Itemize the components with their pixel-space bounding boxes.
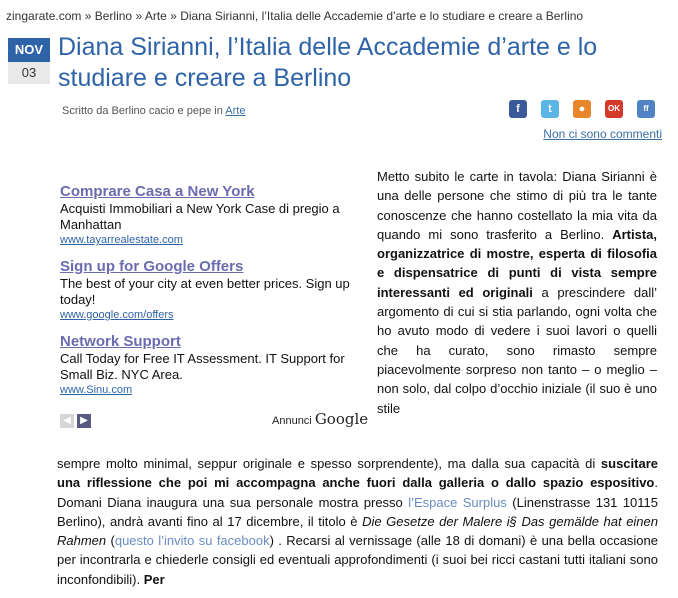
post-byline bbox=[62, 105, 245, 117]
ad-description: Acquisti Immobiliari a New York Case di pregio a Manhattan bbox=[60, 201, 340, 232]
comments-link[interactable]: Non ci sono commenti bbox=[543, 127, 662, 141]
breadcrumb-site-link[interactable]: zingarate.com bbox=[6, 9, 82, 23]
ad-unit bbox=[60, 332, 356, 397]
google-buzz-icon[interactable]: ● bbox=[573, 100, 591, 118]
ad-url-link[interactable]: www.tayarrealestate.com bbox=[60, 234, 183, 246]
ad-label-text: Annunci bbox=[272, 415, 315, 427]
article-bold-text: suscitare una riflessione che poi mi accompagna anche fuori dalla galleria o dallo spazio espositivo bbox=[57, 456, 658, 491]
breadcrumb-separator: » bbox=[84, 9, 92, 23]
breadcrumb bbox=[6, 9, 583, 23]
google-logo: Google bbox=[314, 410, 369, 428]
article-text: Metto subito le carte in tavola: Diana Sirianni è una delle persone che stimo di più tra le tante conoscenze che hanno costellato la mia vita da quando mi sono trasferito a Berlino. bbox=[377, 169, 657, 242]
ad-title-link[interactable]: Network Support bbox=[60, 333, 181, 350]
post-date bbox=[8, 38, 50, 84]
article-column-text bbox=[377, 167, 657, 418]
ad-unit bbox=[60, 182, 356, 247]
article-text: (Linenstrasse 131 10115 Berlino), andrà avanti fino al 17 dicembre, il titolo è bbox=[57, 494, 659, 529]
ad-url-link[interactable]: www.Sinu.com bbox=[60, 384, 133, 396]
article-bold-text: Artista, organizzatrice di mostre, esperta di filosofia e dispensatrice di punti di vista sempre interessanti ed originali bbox=[377, 226, 657, 300]
espace-surplus-link[interactable]: l’Espace Surplus bbox=[408, 494, 507, 510]
friendfeed-icon[interactable]: ff bbox=[637, 100, 655, 118]
breadcrumb-city-link[interactable]: Berlino bbox=[94, 9, 133, 23]
article-text: a prescindere dall’ argomento di cui si stia parlando, ogni volta che ho avuto modo di vedere i suoi lavori o quelli che ha curato, sono rimasto sempre piacevolmente sorpreso non tanto – o meglio – non solo, dal colpo d’occhio iniziale (il suo è uno stile bbox=[377, 284, 657, 416]
byline-author: Scritto da Berlino cacio e pepe in bbox=[62, 105, 226, 117]
post-title[interactable]: Diana Sirianni, l’Italia delle Accademie d’arte e lo studiare e creare a Berlino bbox=[58, 33, 598, 92]
twitter-icon[interactable]: t bbox=[541, 100, 559, 118]
breadcrumb-category-link[interactable]: Arte bbox=[144, 9, 167, 23]
breadcrumb-separator: » bbox=[170, 9, 177, 23]
ad-url-link[interactable]: www.google.com/offers bbox=[60, 309, 174, 321]
ad-label[interactable] bbox=[272, 410, 368, 428]
ad-unit bbox=[60, 257, 356, 322]
oknotizie-icon[interactable]: OK bbox=[605, 100, 623, 118]
byline-category-link[interactable]: Arte bbox=[225, 105, 246, 117]
ad-description: The best of your city at even better prices. Sign up today! bbox=[60, 276, 350, 307]
ad-title-link[interactable]: Comprare Casa a New York bbox=[60, 183, 255, 200]
comments-count bbox=[543, 127, 662, 141]
ad-block bbox=[60, 182, 356, 407]
article-text: ) . Recarsi al vernissage (alle 18 di domani) è una bella occasione per incontrarla e chiederle consigli ed eventuali approfondimenti (i suoi bei ricci castani tutti italiani sono inconfondibili). bbox=[57, 533, 658, 587]
article-text: . Domani Diana inaugura una sua personale mostra presso bbox=[57, 475, 658, 510]
facebook-icon[interactable]: f bbox=[509, 100, 527, 118]
article-body-text bbox=[57, 454, 658, 589]
article-bold-text: Per bbox=[143, 571, 165, 587]
post-date-day: 03 bbox=[8, 62, 50, 84]
article-text: sempre molto minimal, seppur originale e spesso sorprendente), ma dalla sua capacità di bbox=[57, 456, 601, 471]
facebook-invite-link[interactable]: questo l’invito su facebook bbox=[114, 533, 270, 549]
post-date-month: NOV bbox=[8, 38, 50, 62]
ad-description: Call Today for Free IT Assessment. IT Support for Small Biz. NYC Area. bbox=[60, 351, 345, 382]
ad-title-link[interactable]: Sign up for Google Offers bbox=[60, 258, 244, 275]
ad-navigation bbox=[60, 410, 94, 428]
article-text: ( bbox=[106, 533, 115, 549]
ad-next-icon[interactable]: ▶ bbox=[77, 414, 91, 428]
breadcrumb-current: Diana Sirianni, l’Italia delle Accademie d’arte e lo studiare e creare a Berlino bbox=[180, 9, 584, 23]
exhibition-title: Die Gesetze der Malere i§ Das gemälde hat einen Rahmen bbox=[57, 513, 658, 549]
breadcrumb-separator: » bbox=[135, 9, 143, 23]
ad-prev-icon[interactable]: ◀ bbox=[60, 414, 74, 428]
